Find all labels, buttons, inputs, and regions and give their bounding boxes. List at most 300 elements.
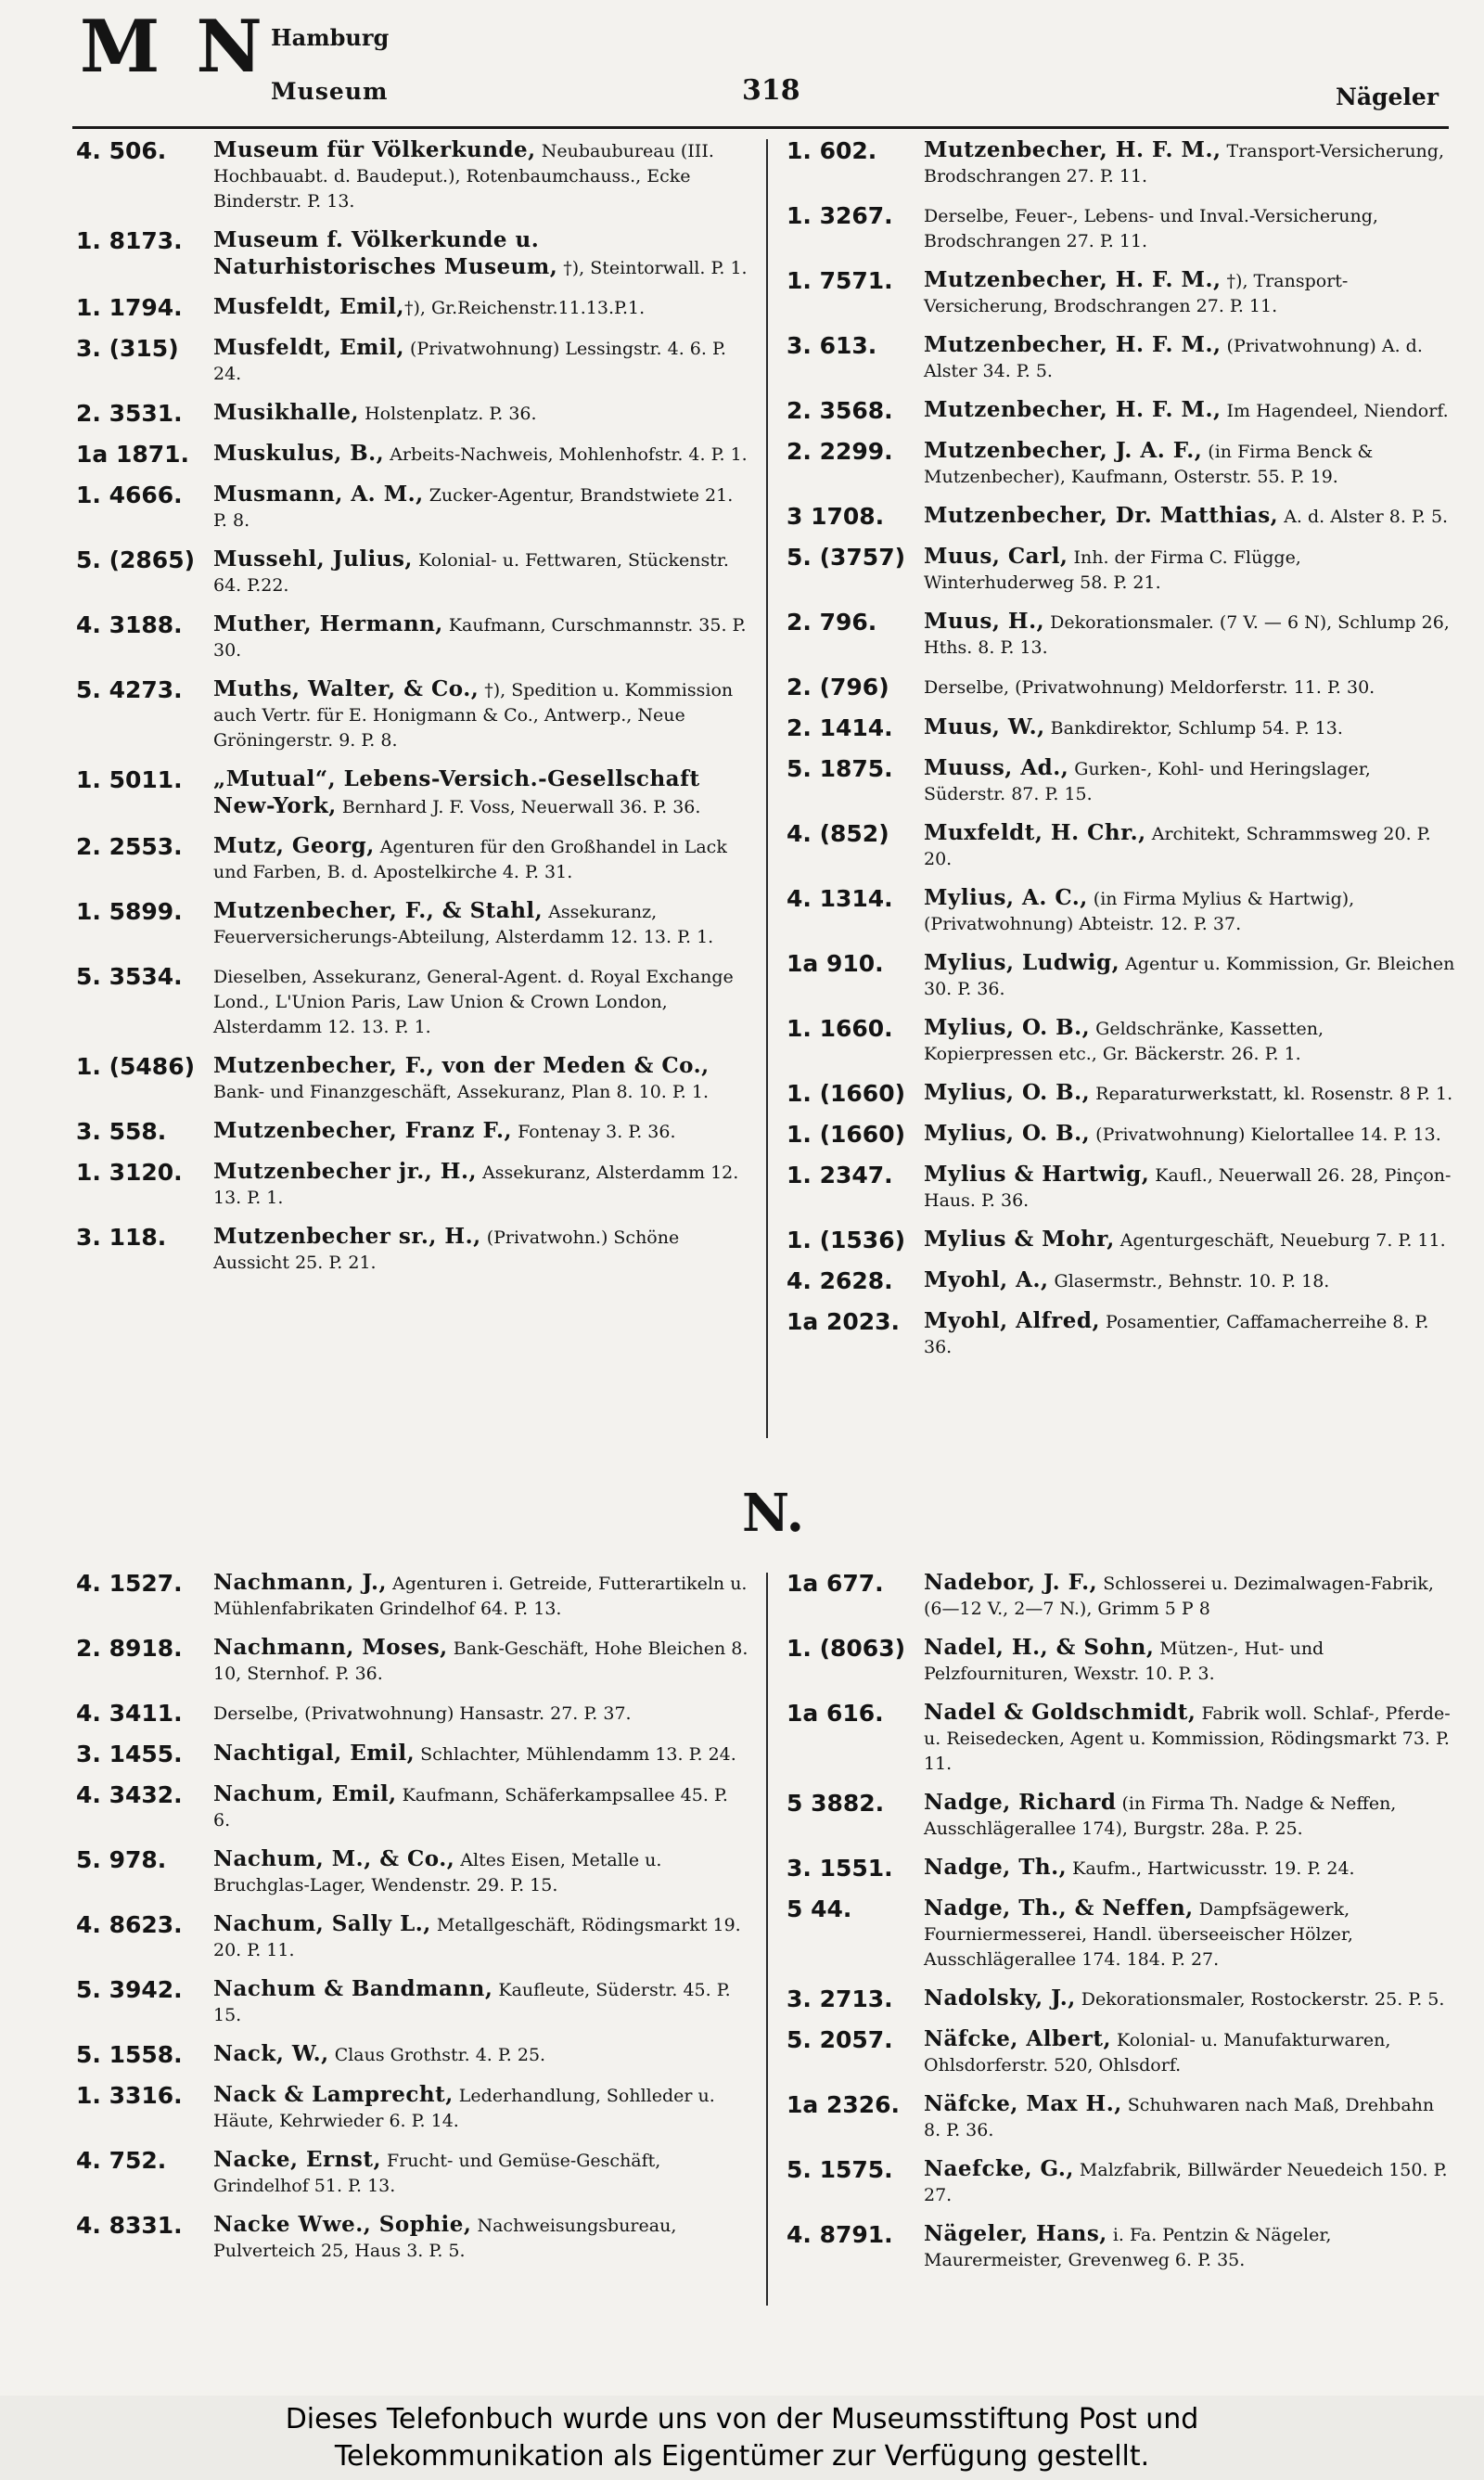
- entry-text: [213, 1911, 748, 1963]
- entry-name: „Mutual“, Lebens-Versich.-Gesellschaft New-York,: [213, 766, 700, 818]
- directory-entry: [76, 1635, 748, 1687]
- entry-details: Kolonial- u. Fettwaren, Stückenstr. 64. P.22.: [213, 550, 729, 596]
- entry-details: Fontenay 3. P. 36.: [512, 1122, 676, 1142]
- entry-text: [924, 1015, 1456, 1067]
- entry-text: [924, 1985, 1456, 2013]
- entry-name: Muuss, Ad.,: [924, 755, 1069, 780]
- entry-details: Bank-Geschäft, Hohe Bleichen 8. 10, Sternhof. P. 36.: [213, 1638, 748, 1684]
- entry-text: [213, 1976, 748, 2028]
- phone-number: 3. 1455.: [76, 1741, 183, 1767]
- entry-name: Mylius, A. C.,: [924, 885, 1088, 910]
- directory-entry: [76, 898, 748, 950]
- entry-text: [924, 544, 1456, 596]
- directory-entry: [76, 2147, 748, 2199]
- directory-entry: [76, 1976, 748, 2028]
- entry-text: [924, 2026, 1456, 2078]
- entry-details: Frucht- und Gemüse-Geschäft, Grindelhof 51. P. 13.: [213, 2151, 661, 2196]
- entry-details: Bank- und Finanzgeschäft, Assekuranz, Plan 8. 10. P. 1.: [213, 1082, 710, 1102]
- phone-number: 5. 4273.: [76, 676, 183, 703]
- entry-text: [213, 1224, 748, 1276]
- entry-details: Holstenplatz. P. 36.: [359, 404, 537, 424]
- entry-text: [924, 1162, 1456, 1214]
- entry-details: Agentur u. Kommission, Gr. Bleichen 30. P. 36.: [924, 954, 1455, 999]
- phone-number: 5. 2057.: [787, 2026, 893, 2053]
- entry-name: Myohl, A.,: [924, 1267, 1049, 1292]
- entry-name: Muus, H.,: [924, 609, 1045, 634]
- entry-text: [924, 267, 1456, 319]
- entry-details: A. d. Alster 8. P. 5.: [1278, 507, 1449, 527]
- entry-text: [213, 335, 748, 387]
- entry-name: Mutzenbecher sr., H.,: [213, 1224, 481, 1249]
- directory-entry: [787, 609, 1456, 661]
- phone-number: 3. 2713.: [787, 1985, 893, 2012]
- entry-name: Mylius & Mohr,: [924, 1227, 1115, 1252]
- entry-text: [924, 820, 1456, 872]
- phone-number: 4. 3188.: [76, 611, 183, 638]
- page-number: 318: [742, 74, 800, 107]
- phone-number: 2. 8918.: [76, 1635, 183, 1662]
- entry-details: Agenturgeschäft, Neueburg 7. P. 11.: [1114, 1230, 1446, 1251]
- entry-name: Museum f. Völkerkunde u. Naturhistorisches Museum,: [213, 227, 558, 279]
- entry-details: Altes Eisen, Metalle u. Bruchglas-Lager, Wendenstr. 29. P. 15.: [213, 1850, 662, 1895]
- phone-number: 1. 2347.: [787, 1162, 893, 1189]
- directory-entry: [76, 766, 748, 820]
- entry-details: Schlachter, Mühlendamm 13. P. 24.: [415, 1744, 736, 1765]
- entry-details: Zucker-Agentur, Brandstwiete 21. P. 8.: [213, 485, 734, 531]
- directory-entry: [76, 2212, 748, 2264]
- entry-text: [924, 950, 1456, 1002]
- entry-name: Mylius & Hartwig,: [924, 1162, 1150, 1187]
- entry-text: [924, 609, 1456, 661]
- entry-name: Nadge, Th.,: [924, 1855, 1068, 1880]
- column-divider-bottom: [766, 1573, 768, 2306]
- directory-entry: [787, 332, 1456, 384]
- entry-name: Näfcke, Albert,: [924, 2026, 1111, 2051]
- phone-number: 3. 1551.: [787, 1855, 893, 1882]
- directory-entry: [787, 1855, 1456, 1882]
- directory-entry: [76, 400, 748, 428]
- column-divider-top: [766, 139, 768, 1438]
- entry-name: Mutzenbecher, Franz F.,: [213, 1118, 513, 1143]
- entry-details: Mützen-, Hut- und Pelzfournituren, Wexstr. 10. P. 3.: [924, 1638, 1324, 1684]
- entry-text: [924, 397, 1456, 425]
- entry-details: Kolonial- u. Manufakturwaren, Ohlsdorferstr. 520, Ohlsdorf.: [924, 2030, 1391, 2075]
- directory-entry: [787, 674, 1456, 701]
- entry-details: Assekuranz, Feuerversicherungs-Abteilung, Alsterdamm 12. 13. P. 1.: [213, 902, 714, 947]
- phone-number: 3. (315): [76, 335, 179, 362]
- directory-entry: [787, 397, 1456, 425]
- entry-details: Claus Grothstr. 4. P. 25.: [328, 2045, 546, 2065]
- directory-entry: [787, 1700, 1456, 1777]
- entry-details: †), Transport-Versicherung, Brodschrangen 27. P. 11.: [924, 271, 1349, 316]
- phone-number: 5. 3534.: [76, 963, 183, 990]
- entry-text: [924, 2156, 1456, 2208]
- phone-number: 5. 3942.: [76, 1976, 183, 2003]
- entry-details: Lederhandlung, Sohlleder u. Häute, Kehrwieder 6. P. 14.: [213, 2086, 715, 2131]
- entry-name: Mylius, O. B.,: [924, 1080, 1091, 1105]
- directory-entry: [787, 1267, 1456, 1295]
- entry-details: Im Hagendeel, Niendorf.: [1221, 401, 1449, 421]
- entry-text: [213, 1053, 748, 1105]
- entry-text: [213, 1635, 748, 1687]
- entry-name: Musmann, A. M.,: [213, 482, 424, 507]
- phone-number: 1. 1794.: [76, 294, 183, 321]
- directory-entry: [76, 676, 748, 753]
- directory-entry: [787, 137, 1456, 189]
- directory-entry: [787, 950, 1456, 1002]
- entry-text: [213, 1570, 748, 1622]
- entry-name: Nadebor, J. F.,: [924, 1570, 1098, 1595]
- directory-entry: [76, 294, 748, 322]
- entry-details: Kaufmann, Curschmannstr. 35. P. 30.: [213, 615, 747, 661]
- entry-name: Nadolsky, J.,: [924, 1985, 1076, 2011]
- entry-details: Schlosserei u. Dezimalwagen-Fabrik, (6—12 V., 2—7 N.), Grimm 5 P 8: [924, 1574, 1434, 1619]
- entry-details: Derselbe, (Privatwohnung) Hansastr. 27. P. 37.: [213, 1703, 632, 1724]
- directory-entry: [76, 1159, 748, 1211]
- entry-text: [213, 441, 748, 469]
- entry-name: Muus, Carl,: [924, 544, 1068, 569]
- footer-line-1: Dieses Telefonbuch wurde uns von der Museumsstiftung Post und: [285, 2403, 1199, 2435]
- entry-text: [213, 137, 748, 214]
- entry-details: Inh. der Firma C. Flügge, Winterhuderweg 58. P. 21.: [924, 547, 1301, 593]
- directory-entry: [787, 438, 1456, 490]
- directory-entry: [787, 1162, 1456, 1214]
- phone-number: 5. 1558.: [76, 2041, 183, 2068]
- phone-number: 5. 978.: [76, 1846, 167, 1873]
- entry-details: Dampfsägewerk, Fourniermesserei, Handl. überseeischer Hölzer, Ausschlägerallee 174. 184. P. 27.: [924, 1899, 1353, 1970]
- phone-number: 1. (5486): [76, 1053, 196, 1080]
- entry-name: Nachmann, Moses,: [213, 1635, 448, 1660]
- entry-text: [924, 1700, 1456, 1777]
- directory-entry: [787, 714, 1456, 742]
- entry-text: [924, 1570, 1456, 1622]
- phone-number: 5 44.: [787, 1895, 852, 1922]
- entry-details: Dieselben, Assekuranz, General-Agent. d. Royal Exchange Lond., L'Union Paris, Law Union & Crown London, Alsterdamm 12. 13. P. 1.: [213, 967, 734, 1037]
- entry-text: [213, 766, 748, 820]
- column-right-top: [787, 137, 1456, 1373]
- directory-entry: [76, 963, 748, 1040]
- phone-number: 1. 5011.: [76, 766, 183, 793]
- directory-entry: [787, 820, 1456, 872]
- phone-number: 1. 7571.: [787, 267, 893, 294]
- entry-text: [924, 674, 1456, 701]
- entry-text: [924, 1895, 1456, 1972]
- phone-number: 1. 1660.: [787, 1015, 893, 1042]
- entry-name: Nack & Lamprecht,: [213, 2082, 454, 2107]
- entry-name: Mylius, O. B.,: [924, 1121, 1091, 1146]
- entry-text: [213, 1118, 748, 1146]
- entry-details: Bankdirektor, Schlump 54. P. 13.: [1044, 718, 1343, 739]
- phone-number: 5 3882.: [787, 1790, 885, 1817]
- phone-number: 4. 1527.: [76, 1570, 183, 1597]
- directory-entry: [76, 611, 748, 663]
- entry-details: Dekorationsmaler. (7 V. — 6 N), Schlump 26, Hths. 8. P. 13.: [924, 612, 1450, 658]
- entry-text: [213, 482, 748, 533]
- entry-text: [924, 1855, 1456, 1882]
- directory-entry: [76, 1741, 748, 1768]
- phone-number: 4. 8331.: [76, 2212, 183, 2239]
- directory-entry: [76, 335, 748, 387]
- phone-number: 2. (796): [787, 674, 889, 700]
- phone-number: 1a 677.: [787, 1570, 884, 1597]
- phone-number: 1. 4666.: [76, 482, 183, 508]
- header-last-entry: Nägeler: [1336, 84, 1439, 110]
- directory-entry: [76, 546, 748, 598]
- entry-details: Kaufl., Neuerwall 26. 28, Pinçon-Haus. P. 36.: [924, 1165, 1452, 1211]
- entry-name: Mutzenbecher, H. F. M.,: [924, 267, 1222, 292]
- entry-name: Muskulus, B.,: [213, 441, 385, 466]
- directory-entry: [76, 1224, 748, 1276]
- entry-name: Mutzenbecher, H. F. M.,: [924, 397, 1222, 422]
- entry-text: [213, 2212, 748, 2264]
- phone-number: 5. 1875.: [787, 755, 893, 782]
- entry-text: [213, 546, 748, 598]
- directory-entry: [76, 1781, 748, 1833]
- entry-name: Muxfeldt, H. Chr.,: [924, 820, 1146, 845]
- entry-text: [924, 1308, 1456, 1360]
- entry-name: Mylius, Ludwig,: [924, 950, 1120, 975]
- entry-details: Derselbe, Feuer-, Lebens- und Inval.-Versicherung, Brodschrangen 27. P. 11.: [924, 206, 1378, 251]
- directory-entry: [76, 137, 748, 214]
- entry-text: [924, 202, 1456, 254]
- entry-text: [924, 503, 1456, 531]
- phone-number: 5. 1575.: [787, 2156, 893, 2183]
- entry-name: Nachmann, J.,: [213, 1570, 387, 1595]
- directory-entry: [787, 885, 1456, 937]
- entry-text: [924, 885, 1456, 937]
- phone-number: 2. 2553.: [76, 833, 183, 860]
- entry-name: Nägeler, Hans,: [924, 2221, 1107, 2246]
- entry-name: Museum für Völkerkunde,: [213, 137, 536, 162]
- directory-entry: [76, 1700, 748, 1728]
- directory-entry: [787, 2026, 1456, 2078]
- entry-name: Nachum, Sally L.,: [213, 1911, 431, 1936]
- directory-entry: [787, 1227, 1456, 1254]
- phone-number: 4. 506.: [76, 137, 167, 164]
- directory-entry: [76, 2082, 748, 2134]
- entry-name: Nadge, Richard: [924, 1790, 1117, 1815]
- entry-text: [213, 676, 748, 753]
- entry-text: [213, 400, 748, 428]
- entry-text: [924, 332, 1456, 384]
- entry-name: Mutzenbecher, F., von der Meden & Co.,: [213, 1053, 710, 1078]
- entry-details: Kaufm., Hartwicusstr. 19. P. 24.: [1067, 1858, 1355, 1879]
- phone-number: 4. 2628.: [787, 1267, 893, 1294]
- entry-name: Nack, W.,: [213, 2041, 329, 2066]
- directory-entry: [787, 202, 1456, 254]
- phone-number: 3 1708.: [787, 503, 885, 530]
- entry-text: [213, 2147, 748, 2199]
- phone-number: 2. 796.: [787, 609, 877, 636]
- directory-entry: [76, 1911, 748, 1963]
- entry-text: [213, 1159, 748, 1211]
- phone-number: 1. 8173.: [76, 227, 183, 254]
- entry-name: Musfeldt, Emil,: [213, 294, 404, 319]
- entry-details: Transport-Versicherung, Brodschrangen 27. P. 11.: [924, 141, 1444, 186]
- entry-details: Assekuranz, Alsterdamm 12. 13. P. 1.: [213, 1163, 739, 1208]
- entry-text: [213, 227, 748, 281]
- directory-entry: [76, 1570, 748, 1622]
- phone-number: 2. 2299.: [787, 438, 893, 465]
- entry-details: Bernhard J. F. Voss, Neuerwall 36. P. 36.: [336, 797, 701, 817]
- entry-details: †), Gr.Reichenstr.11.13.P.1.: [403, 298, 646, 318]
- entry-name: Musikhalle,: [213, 400, 360, 425]
- directory-entry: [787, 1308, 1456, 1360]
- entry-details: Nachweisungsbureau, Pulverteich 25, Haus 3. P. 5.: [213, 2216, 677, 2261]
- page-header: [0, 0, 1484, 130]
- entry-name: Mutzenbecher jr., H.,: [213, 1159, 478, 1184]
- entry-name: Nacke, Ernst,: [213, 2147, 381, 2172]
- phone-number: 1a 910.: [787, 950, 884, 977]
- phone-number: 1a 1871.: [76, 441, 190, 468]
- phone-number: 1. (1660): [787, 1121, 906, 1148]
- entry-name: Myohl, Alfred,: [924, 1308, 1100, 1333]
- directory-entry: [787, 1121, 1456, 1149]
- directory-entry: [76, 2041, 748, 2069]
- entry-name: Naefcke, G.,: [924, 2156, 1074, 2181]
- entry-details: (Privatwohn.) Schöne Aussicht 25. P. 21.: [213, 1227, 680, 1273]
- directory-entry: [787, 1985, 1456, 2013]
- directory-entry: [76, 1053, 748, 1105]
- entry-text: [924, 1227, 1456, 1254]
- directory-entry: [76, 227, 748, 281]
- directory-entry: [787, 1895, 1456, 1972]
- entry-name: Nadel, H., & Sohn,: [924, 1635, 1155, 1660]
- directory-entry: [787, 267, 1456, 319]
- phone-number: 4. 3432.: [76, 1781, 183, 1808]
- phone-number: 1a 2023.: [787, 1308, 901, 1335]
- entry-name: Muther, Hermann,: [213, 611, 443, 636]
- entry-name: Mutzenbecher, Dr. Matthias,: [924, 503, 1279, 528]
- entry-text: [924, 137, 1456, 189]
- directory-entry: [787, 1080, 1456, 1108]
- phone-number: 1. (8063): [787, 1635, 906, 1662]
- column-left-bottom: [76, 1570, 748, 2277]
- entry-details: Arbeits-Nachweis, Mohlenhofstr. 4. P. 1.: [384, 444, 748, 465]
- copyright-footer: [0, 2396, 1484, 2480]
- entry-text: [213, 294, 748, 322]
- entry-details: †), Steintorwall. P. 1.: [557, 258, 748, 278]
- entry-text: [924, 1080, 1456, 1108]
- directory-entry: [787, 503, 1456, 531]
- entry-text: [924, 2221, 1456, 2273]
- entry-text: [213, 898, 748, 950]
- entry-text: [213, 1700, 748, 1728]
- phone-number: 1. 3120.: [76, 1159, 183, 1186]
- header-first-entry: Museum: [271, 78, 389, 105]
- directory-entry: [76, 833, 748, 885]
- entry-text: [213, 611, 748, 663]
- phone-number: 3. 613.: [787, 332, 877, 359]
- entry-details: (in Firma Benck & Mutzenbecher), Kaufmann, Osterstr. 55. P. 19.: [924, 442, 1374, 487]
- directory-entry: [76, 1846, 748, 1898]
- entry-name: Nachum, Emil,: [213, 1781, 397, 1806]
- phone-number: 4. 752.: [76, 2147, 167, 2174]
- phone-number: 1a 2326.: [787, 2091, 901, 2118]
- entry-name: Nadel & Goldschmidt,: [924, 1700, 1196, 1725]
- column-right-bottom: [787, 1570, 1456, 2286]
- phone-number: 1. 3316.: [76, 2082, 183, 2109]
- entry-details: (Privatwohnung) A. d. Alster 34. P. 5.: [924, 336, 1423, 381]
- entry-details: (in Firma Th. Nadge & Neffen, Ausschlägerallee 174), Burgstr. 28a. P. 25.: [924, 1793, 1397, 1839]
- entry-details: Agenturen für den Großhandel in Lack und Farben, B. d. Apostelkirche 4. P. 31.: [213, 837, 727, 882]
- phone-number: 2. 1414.: [787, 714, 893, 741]
- entry-name: Mussehl, Julius,: [213, 546, 413, 572]
- entry-details: Architekt, Schrammsweg 20. P. 20.: [924, 824, 1431, 869]
- entry-name: Mutz, Georg,: [213, 833, 375, 858]
- entry-details: (Privatwohnung) Lessingstr. 4. 6. P. 24.: [213, 339, 726, 384]
- phone-number: 1. (1660): [787, 1080, 906, 1107]
- phone-number: 1. 5899.: [76, 898, 183, 925]
- entry-details: †), Spedition u. Kommission auch Vertr. für E. Honigmann & Co., Antwerp., Neue Gröningerstr. 9. P. 8.: [213, 680, 734, 751]
- entry-details: Fabrik woll. Schlaf-, Pferde- u. Reisedecken, Agent u. Kommission, Rödingsmarkt 73. P. 11.: [924, 1703, 1451, 1774]
- entry-text: [924, 1267, 1456, 1295]
- directory-entry: [787, 544, 1456, 596]
- directory-entry: [787, 1015, 1456, 1067]
- directory-entry: [787, 1570, 1456, 1622]
- entry-name: Nachum, M., & Co.,: [213, 1846, 455, 1871]
- directory-entry: [76, 441, 748, 469]
- entry-details: Gurken-, Kohl- und Heringslager, Süderstr. 87. P. 15.: [924, 759, 1371, 804]
- entry-text: [213, 1741, 748, 1768]
- entry-name: Nachtigal, Emil,: [213, 1741, 416, 1766]
- entry-text: [924, 1121, 1456, 1149]
- entry-text: [924, 1635, 1456, 1687]
- entry-details: Metallgeschäft, Rödingsmarkt 19. 20. P. 11.: [213, 1915, 741, 1960]
- entry-details: Schuhwaren nach Maß, Drehbahn 8. P. 36.: [924, 2095, 1435, 2140]
- header-city: Hamburg: [271, 24, 390, 51]
- entry-name: Musfeldt, Emil,: [213, 335, 404, 360]
- phone-number: 1. 602.: [787, 137, 877, 164]
- entry-details: Geldschränke, Kassetten, Kopierpressen etc., Gr. Bäckerstr. 26. P. 1.: [924, 1019, 1324, 1064]
- entry-text: [924, 2091, 1456, 2143]
- phone-number: 4. 3411.: [76, 1700, 183, 1727]
- entry-details: Dekorationsmaler, Rostockerstr. 25. P. 5.: [1075, 1989, 1445, 2010]
- entry-name: Nachum & Bandmann,: [213, 1976, 493, 2001]
- entry-name: Mutzenbecher, H. F. M.,: [924, 332, 1222, 357]
- entry-text: [213, 833, 748, 885]
- entry-text: [924, 438, 1456, 490]
- entry-text: [213, 963, 748, 1040]
- entry-details: Posamentier, Caffamacherreihe 8. P. 36.: [924, 1312, 1429, 1357]
- entry-name: Näfcke, Max H.,: [924, 2091, 1122, 2116]
- phone-number: 4. 1314.: [787, 885, 893, 912]
- header-rule: [72, 126, 1449, 129]
- entry-details: Agenturen i. Getreide, Futterartikeln u. Mühlenfabrikaten Grindelhof 64. P. 13.: [213, 1574, 748, 1619]
- directory-entry: [787, 2156, 1456, 2208]
- phone-number: 3. 118.: [76, 1224, 167, 1251]
- phone-number: 2. 3568.: [787, 397, 893, 424]
- entry-name: Nacke Wwe., Sophie,: [213, 2212, 472, 2237]
- entry-details: Reparaturwerkstatt, kl. Rosenstr. 8 P. 1.: [1090, 1084, 1453, 1104]
- directory-entry: [787, 1790, 1456, 1842]
- column-left-top: [76, 137, 748, 1289]
- entry-details: Kaufmann, Schäferkampsallee 45. P. 6.: [213, 1785, 728, 1831]
- phone-number: 1. (1536): [787, 1227, 906, 1253]
- entry-name: Nadge, Th., & Neffen,: [924, 1895, 1194, 1921]
- phone-number: 1a 616.: [787, 1700, 884, 1727]
- phone-number: 4. 8791.: [787, 2221, 893, 2248]
- entry-details: i. Fa. Pentzin & Nägeler, Maurermeister, Grevenweg 6. P. 35.: [924, 2225, 1332, 2270]
- phone-number: 2. 3531.: [76, 400, 183, 427]
- entry-name: Mutzenbecher, H. F. M.,: [924, 137, 1222, 162]
- directory-entry: [787, 1635, 1456, 1687]
- entry-details: Derselbe, (Privatwohnung) Meldorferstr. 11. P. 30.: [924, 677, 1375, 698]
- directory-entry: [787, 2091, 1456, 2143]
- phone-number: 3. 558.: [76, 1118, 167, 1145]
- directory-entry: [76, 1118, 748, 1146]
- footer-line-2: Telekommunikation als Eigentümer zur Verfügung gestellt.: [334, 2440, 1150, 2473]
